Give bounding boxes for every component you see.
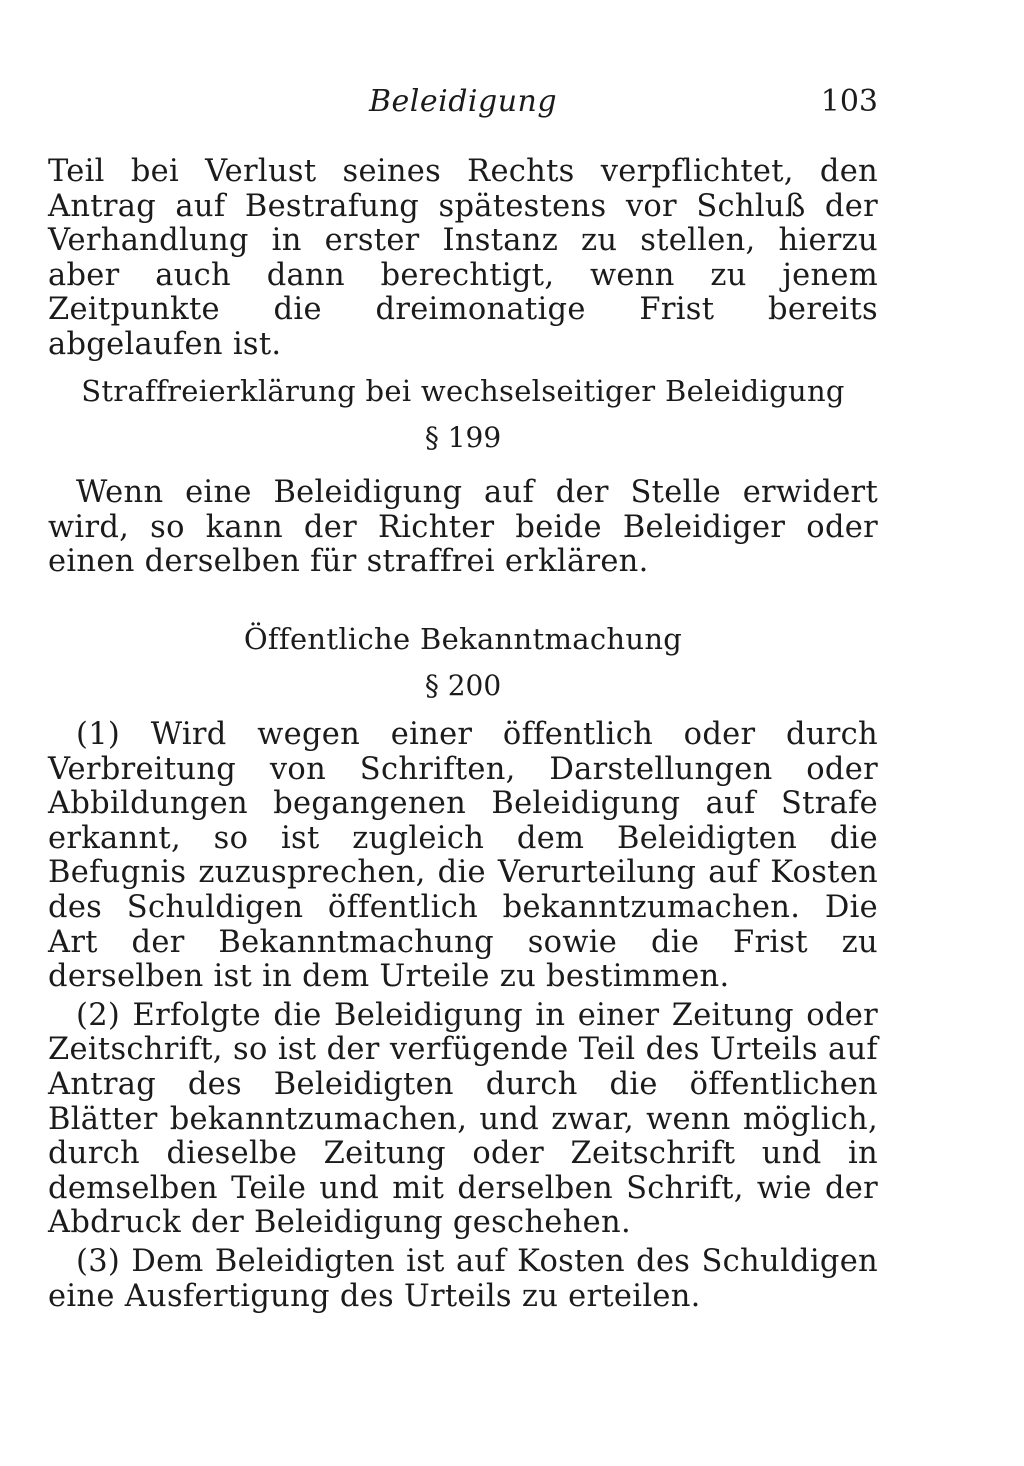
section-200-paragraph-1: (1) Wird wegen einer öffentlich oder durch Verbreitung von Schriften, Darstellungen oder Abbildungen begangenen Beleidigung auf Strafe erkannt, so ist zugleich dem Beleidigten die Befugnis zuzusprechen, die Verurteilung auf Kosten des Schuldigen öffentlich bekanntzumachen. Die Art der Bekanntmachung sowie die Frist zu derselben ist in dem Urteile zu bestimmen. — [48, 717, 878, 995]
running-title: Beleidigung — [368, 84, 558, 119]
section-200-body — [48, 718, 878, 1314]
running-head — [48, 84, 878, 128]
section-199-number: § 199 — [424, 421, 502, 454]
page-number: 103 — [820, 84, 878, 119]
section-200-paragraph-3: (3) Dem Beleidigten ist auf Kosten des Schuldigen eine Ausfertigung des Urteils zu erteilen. — [48, 1243, 878, 1314]
section-199-title: Straffreierklärung bei wechselseitiger Beleidigung — [81, 374, 845, 408]
section-200-title: Öffentliche Bekanntmachung — [243, 622, 683, 656]
intro-text: Teil bei Verlust seines Rechts verpflichtet, den Antrag auf Bestrafung spätestens vor Schluß der Verhandlung in erster Instanz zu stellen, hierzu aber auch dann berechtigt, wenn zu jenem Zeitpunkte die dreimonatige Frist bereits abgelaufen ist. — [48, 154, 878, 362]
section-199-body — [48, 476, 878, 580]
section-200-number: § 200 — [424, 669, 502, 702]
intro-paragraph — [48, 155, 878, 363]
section-199-text: Wenn eine Beleidigung auf der Stelle erwidert wird, so kann der Richter beide Beleidiger oder einen derselben für straffrei erklären. — [48, 475, 878, 580]
section-200-paragraph-2: (2) Erfolgte die Beleidigung in einer Zeitung oder Zeitschrift, so ist der verfügende Teil des Urteils auf Antrag des Beleidigten durch die öffentlichen Blätter bekanntzumachen, und zwar, wenn möglich, durch dieselbe Zeitung oder Zeitschrift und in demselben Teile und mit derselben Schrift, wie der Abdruck der Beleidigung geschehen. — [48, 997, 878, 1241]
